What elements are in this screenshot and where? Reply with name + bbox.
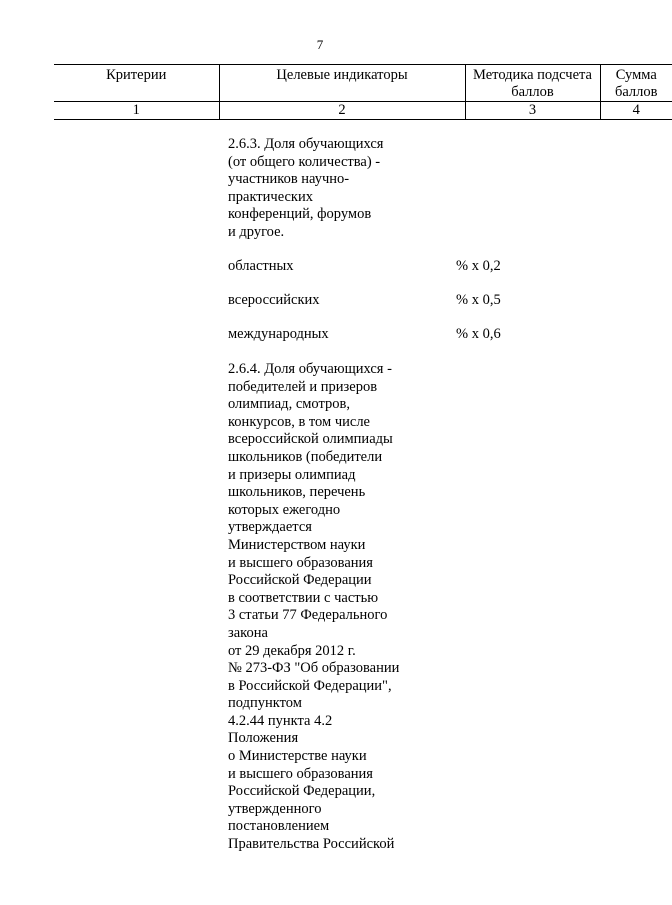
header-row: [54, 65, 672, 102]
text-line: и высшего образования: [228, 765, 373, 782]
criteria-table-header: [54, 64, 672, 120]
text-line: от 29 декабря 2012 г.: [228, 642, 356, 659]
column-number-2: 2: [219, 102, 465, 120]
level-national-coefficient: % x 0,5: [456, 292, 501, 308]
level-regional-coefficient: % x 0,2: [456, 258, 501, 274]
column-header-scoring-method: Методика подсчета баллов: [465, 65, 600, 102]
text-line: в Российской Федерации",: [228, 677, 392, 694]
column-header-target-indicators: Целевые индикаторы: [219, 65, 465, 102]
text-line: конкурсов, в том числе: [228, 413, 370, 430]
text-line: школьников (победители: [228, 448, 383, 465]
level-international-coefficient: % x 0,6: [456, 326, 501, 342]
column-number-row: [54, 102, 672, 120]
text-line: конференций, форумов: [228, 206, 372, 223]
text-line: Российской Федерации: [228, 572, 372, 589]
column-number-3: 3: [465, 102, 600, 120]
text-line: закона: [228, 624, 268, 641]
text-line: и другое.: [228, 223, 285, 240]
text-line: 2.6.4. Доля обучающихся -: [228, 361, 392, 377]
indicator-2-6-3-text: [228, 136, 428, 242]
column-header-criteria: Критерии: [54, 65, 219, 102]
text-line: утверждается: [228, 519, 312, 536]
column-number-1: 1: [54, 102, 219, 120]
text-line: подпунктом: [228, 695, 302, 712]
level-international-label: международных: [228, 326, 329, 342]
text-line: Положения: [228, 730, 299, 747]
text-line: которых ежегодно: [228, 501, 341, 518]
text-line: в соответствии с частью: [228, 589, 379, 606]
text-line: 4.2.44 пункта 4.2: [228, 712, 333, 729]
column-number-4: 4: [600, 102, 672, 120]
indicator-2-6-4-text: [228, 361, 428, 854]
text-line: всероссийской олимпиады: [228, 431, 393, 448]
level-regional-label: областных: [228, 258, 294, 274]
text-line: (от общего количества) -: [228, 153, 381, 170]
text-line: постановлением: [228, 818, 330, 835]
text-line: 2.6.3. Доля обучающихся: [228, 136, 384, 152]
text-line: Российской Федерации,: [228, 783, 376, 800]
text-line: практических: [228, 188, 313, 205]
page-number: 7: [316, 37, 324, 52]
text-line: и призеры олимпиад: [228, 466, 356, 483]
column-header-score-sum: Сумма баллов: [600, 65, 672, 102]
text-line: участников научно-: [228, 171, 350, 188]
text-line: Правительства Российской: [228, 836, 395, 853]
text-line: и высшего образования: [228, 554, 373, 571]
text-line: победителей и призеров: [228, 378, 378, 395]
text-line: олимпиад, смотров,: [228, 396, 350, 413]
text-line: № 273-ФЗ "Об образовании: [228, 660, 400, 677]
text-line: школьников, перечень: [228, 484, 366, 501]
text-line: о Министерстве науки: [228, 748, 367, 765]
text-line: утвержденного: [228, 800, 322, 817]
text-line: Министерством науки: [228, 536, 366, 553]
text-line: 3 статьи 77 Федерального: [228, 607, 388, 624]
level-national-label: всероссийских: [228, 292, 320, 308]
